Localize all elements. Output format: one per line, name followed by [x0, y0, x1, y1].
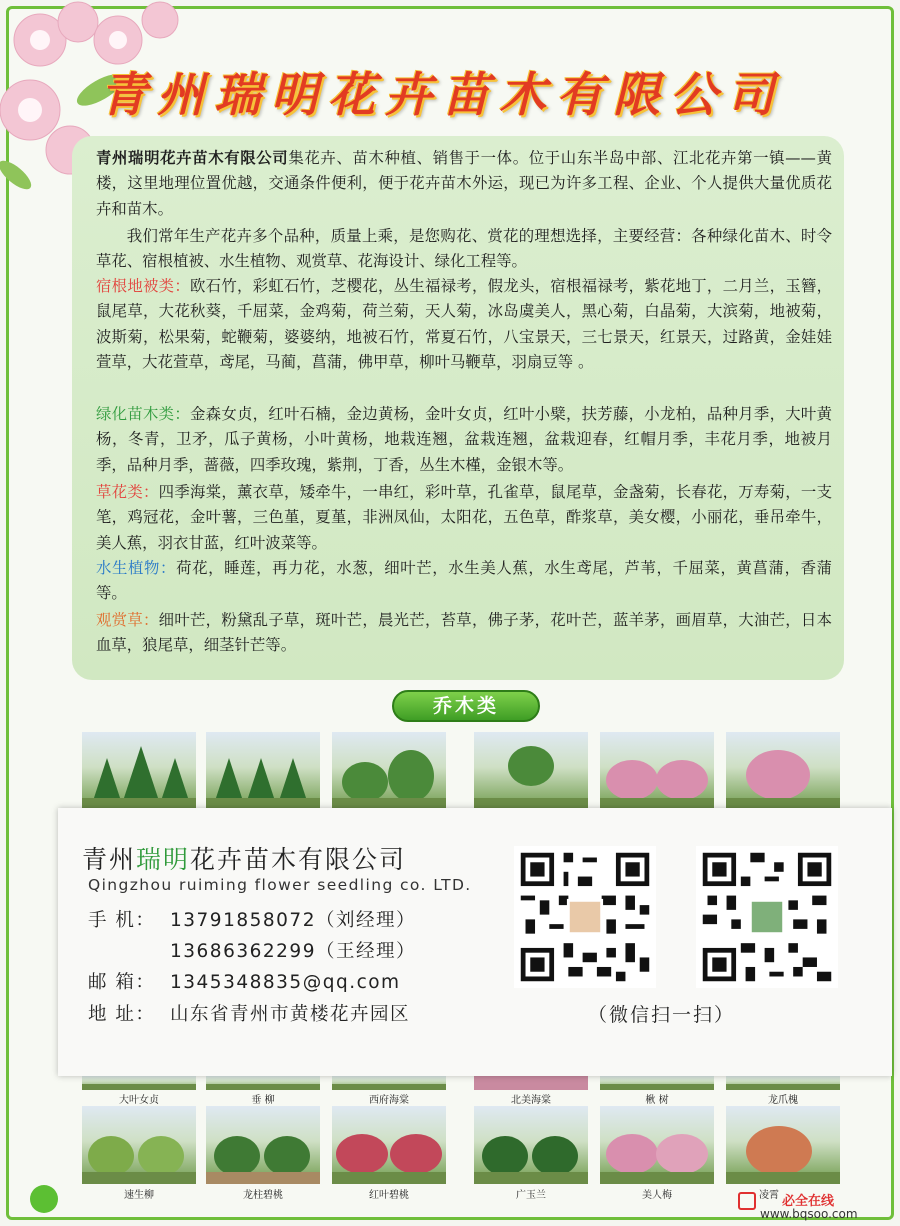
photo-caption: 美人梅 — [642, 1190, 672, 1201]
watermark-url: www.bqsoo.com — [760, 1207, 858, 1221]
card-address: 山东省青州市黄楼花卉园区 — [170, 1004, 411, 1025]
photo-caption: 垂 柳 — [251, 1095, 275, 1106]
category-greening-label: 绿化苗木类： — [96, 405, 190, 423]
photo-row-2 — [82, 1074, 840, 1090]
photo — [600, 1074, 714, 1090]
photo-caption: 楸 树 — [645, 1095, 669, 1106]
intro-paragraph-2: 我们常年生产花卉多个品种，质量上乘，是您购花、赏花的理想选择，主要经营：各种绿化苗木、时令草花、宿根植被、水生植物、观赏草、花海设计、绿化工程等。 — [96, 227, 832, 271]
card-company-part: 花卉苗木有限公司 — [190, 845, 407, 874]
category-grass-label: 观赏草： — [96, 611, 159, 629]
category-aquatic — [96, 556, 832, 607]
photo-caption: 西府海棠 — [369, 1095, 409, 1106]
photo-caption: 龙柱碧桃 — [243, 1190, 283, 1201]
card-phone-line-2 — [88, 937, 416, 963]
photo — [82, 1074, 196, 1090]
photo-caption: 广玉兰 — [516, 1190, 546, 1201]
photo — [726, 1106, 840, 1184]
card-company-part: 瑞明 — [136, 845, 191, 874]
card-company-english: Qingzhou ruiming flower seedling co. LTD. — [88, 876, 472, 894]
photo — [726, 732, 840, 810]
category-aquatic-label: 水生植物： — [96, 559, 177, 577]
category-flowers-text: 四季海棠，薰衣草，矮牵牛，一串红，彩叶草，孔雀草，鼠尾草，金盏菊，长春花，万寿菊，一支笔，鸡冠花，金叶薯，三色堇，夏堇，非洲凤仙，太阳花，五色草，酢浆草，美女樱，小丽花，垂吊牵牛，美人蕉，羽衣甘蓝，红叶波菜等。 — [96, 483, 832, 552]
photo-caption: 北美海棠 — [511, 1095, 551, 1106]
card-phone-line-1 — [88, 906, 416, 932]
category-aquatic-text: 荷花，睡莲，再力花，水葱，细叶芒，水生美人蕉，水生鸢尾，芦苇，千屈菜，黄菖蒲，香蒲等。 — [96, 559, 832, 603]
photo — [332, 1106, 446, 1184]
company-title: 青州瑞明花卉苗木有限公司 — [100, 68, 784, 123]
photo — [726, 1074, 840, 1090]
category-grass — [96, 608, 832, 659]
photo — [474, 732, 588, 810]
photo-caption: 大叶女贞 — [119, 1095, 159, 1106]
qr-code-icon[interactable] — [696, 846, 838, 988]
card-company-part: 青州 — [82, 845, 137, 874]
section-tag-trees: 乔木类 — [392, 690, 540, 722]
photo — [206, 1074, 320, 1090]
card-phone-2: 13686362299（王经理） — [170, 941, 416, 962]
card-address-line — [88, 1000, 410, 1026]
card-company-name — [82, 840, 406, 876]
category-perennial-text: 欧石竹，彩虹石竹，芝樱花，丛生福禄考，假龙头，宿根福禄考，紫花地丁，二月兰，玉簪，鼠尾草，大花秋葵，千屈菜，金鸡菊，荷兰菊，天人菊，冰岛虞美人，黑心菊，白晶菊，大滨菊，地被菊，波斯菊，松果菊，蛇鞭菊，婆婆纳，地被石竹，常夏石竹，八宝景天，三七景天，红景天，过路黄，金娃娃萱草，大花萱草，鸢尾，马蔺，菖蒲，佛甲草，柳叶马鞭草，羽扇豆等 。 — [96, 277, 832, 372]
photo — [600, 1106, 714, 1184]
photo — [332, 732, 446, 810]
intro-paragraph-1-text: 集花卉、苗木种植、销售于一体。位于山东半岛中部、江北花卉第一镇——黄楼，这里地理位置优越，交通条件便利，便于花卉苗木外运，现已为许多工程、企业、个人提供大量优质花卉和苗木。 — [96, 149, 832, 218]
category-perennial — [96, 274, 832, 376]
photo-caption: 凌霄 — [759, 1190, 779, 1201]
page-marker — [30, 1185, 58, 1213]
intro-paragraph-1 — [96, 146, 832, 222]
card-email-line — [88, 968, 401, 994]
category-perennial-label: 宿根地被类： — [96, 277, 190, 295]
card-email: 1345348835@qq.com — [170, 972, 401, 993]
category-greening — [96, 402, 832, 478]
photo-row-1 — [82, 732, 840, 810]
photo — [82, 732, 196, 810]
photo — [82, 1106, 196, 1184]
photo-caption: 速生柳 — [124, 1190, 154, 1201]
category-grass-text: 细叶芒，粉黛乱子草，斑叶芒，晨光芒，苔草，佛子茅，花叶芒，蓝羊茅，画眉草，大油芒，日本血草，狼尾草，细茎针芒等。 — [96, 611, 832, 655]
card-phone-label: 手 机： — [88, 910, 156, 931]
photo — [474, 1074, 588, 1090]
card-phone-1: 13791858072（刘经理） — [170, 910, 416, 931]
qr-code-icon[interactable] — [514, 846, 656, 988]
photo — [332, 1074, 446, 1090]
watermark-logo-icon — [738, 1192, 756, 1210]
photo — [206, 732, 320, 810]
category-greening-text: 金森女贞，红叶石楠，金边黄杨，金叶女贞，红叶小檗，扶芳藤，小龙柏，品种月季，大叶黄杨，冬青，卫矛，瓜子黄杨，小叶黄杨，地栽连翘，盆栽连翘，盆栽迎春，红帽月季，丰花月季，地被月季，品种月季，蔷薇，四季玫瑰，紫荆，丁香，丛生木槿，金银木等。 — [96, 405, 832, 474]
photo-caption: 红叶碧桃 — [369, 1190, 409, 1201]
photo-caption: 龙爪槐 — [768, 1095, 798, 1106]
category-flowers — [96, 480, 832, 556]
card-address-label: 地 址： — [88, 1004, 156, 1025]
photo — [474, 1106, 588, 1184]
card-email-label: 邮 箱： — [88, 972, 156, 993]
intro-company-name: 青州瑞明花卉苗木有限公司 — [96, 149, 289, 167]
watermark-cn: 必全在线 — [782, 1194, 835, 1209]
qr-caption: （微信扫一扫） — [588, 1004, 736, 1026]
photo — [206, 1106, 320, 1184]
photo — [600, 732, 714, 810]
photo-row-3 — [82, 1106, 840, 1184]
category-flowers-label: 草花类： — [96, 483, 159, 501]
